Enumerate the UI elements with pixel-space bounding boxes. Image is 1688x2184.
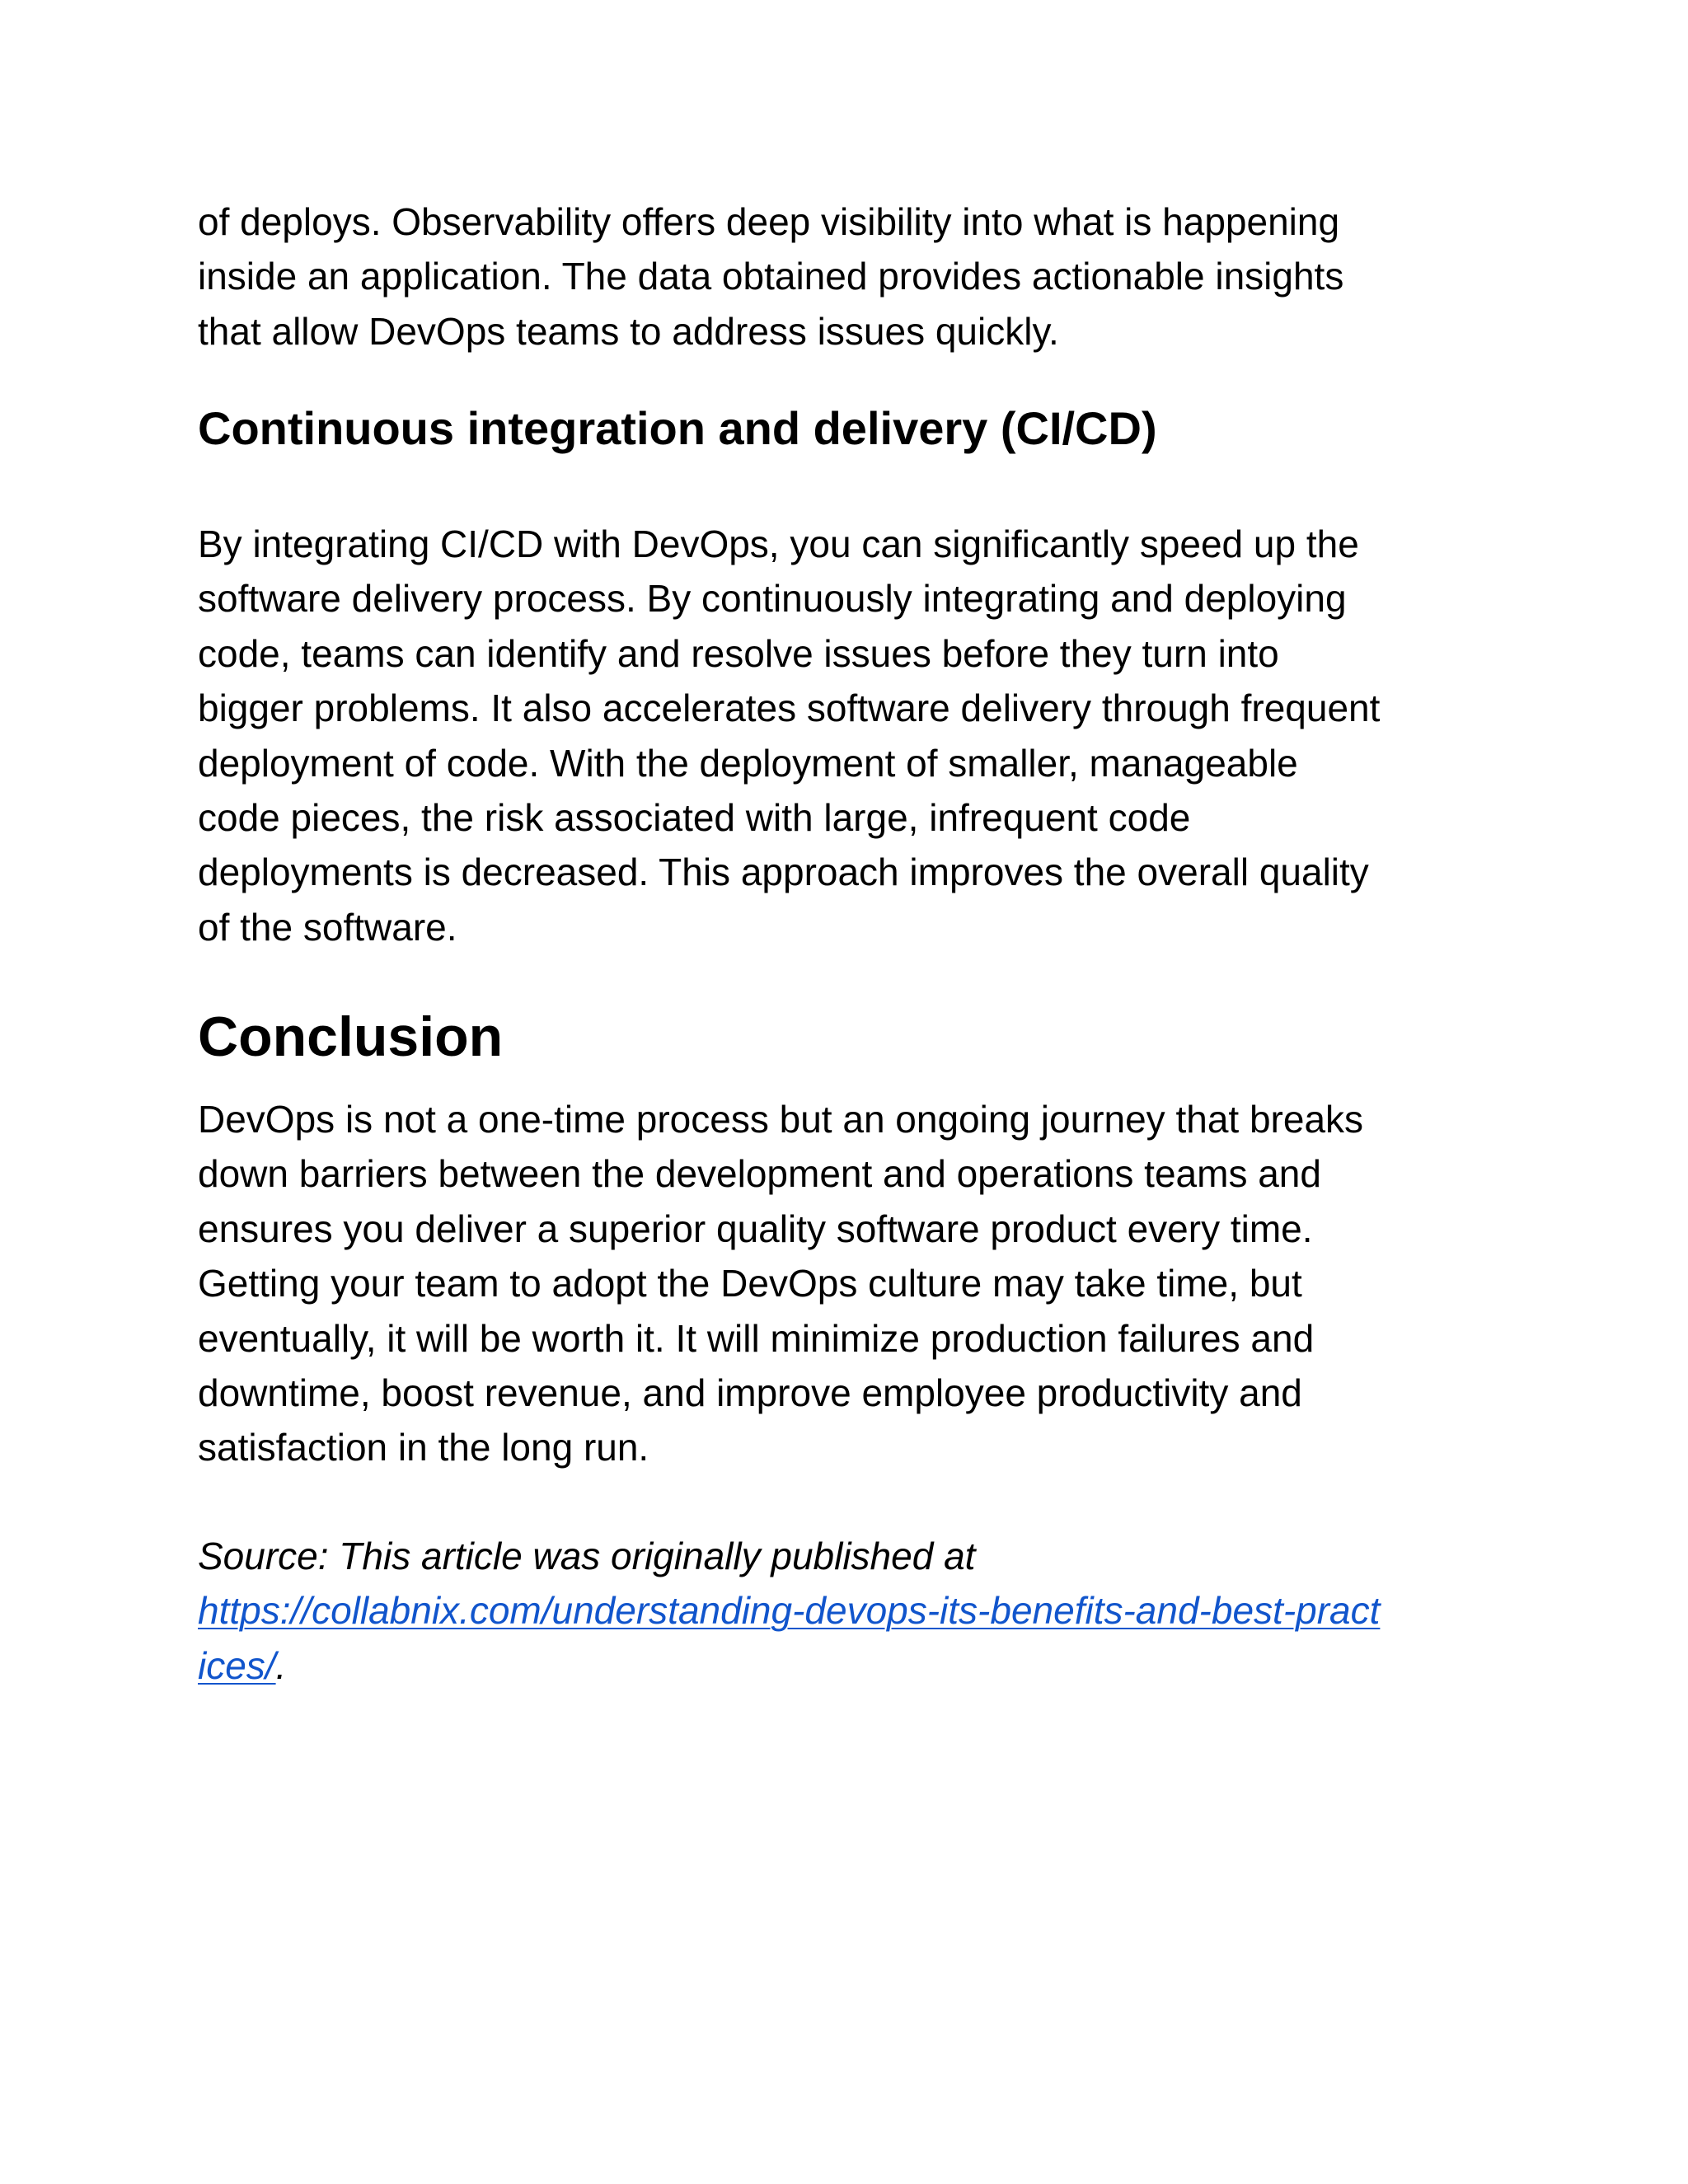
source-prefix: Source: This article was originally published at (198, 1535, 976, 1577)
conclusion-line: satisfaction in the long run. (198, 1426, 649, 1469)
document-page (198, 0, 1490, 2184)
source-link-line[interactable] (198, 1638, 1490, 1693)
conclusion-line: downtime, boost revenue, and improve employee productivity and (198, 1371, 1302, 1415)
cicd-paragraph (198, 517, 1490, 954)
cicd-heading: Continuous integration and delivery (CI/CD) (198, 402, 1157, 454)
cicd-line: deployments is decreased. This approach improves the overall quality (198, 851, 1369, 894)
cicd-line: code, teams can identify and resolve issues before they turn into (198, 631, 1279, 675)
conclusion-heading: Conclusion (198, 1005, 504, 1068)
source-paragraph (198, 1529, 1490, 1693)
intro-line: inside an application. The data obtained provides actionable insights (198, 255, 1344, 298)
intro-paragraph (198, 194, 1490, 359)
intro-line: that allow DevOps teams to address issues quickly. (198, 309, 1059, 353)
source-link-continuation[interactable]: ices/ (198, 1643, 276, 1687)
conclusion-paragraph (198, 1092, 1490, 1475)
cicd-line: software delivery process. By continuously integrating and deploying (198, 577, 1347, 621)
conclusion-line: eventually, it will be worth it. It will minimize production failures and (198, 1316, 1315, 1360)
source-suffix: . (275, 1643, 287, 1687)
source-link-line[interactable] (198, 1583, 1490, 1638)
cicd-line: By integrating CI/CD with DevOps, you can significantly speed up the (198, 523, 1359, 565)
intro-line: of deploys. Observability offers deep visibility into what is happening (198, 200, 1340, 243)
cicd-line: code pieces, the risk associated with large, infrequent code (198, 796, 1191, 840)
conclusion-line: DevOps is not a one-time process but an ongoing journey that breaks (198, 1098, 1364, 1141)
conclusion-line: down barriers between the development and operations teams and (198, 1152, 1321, 1196)
conclusion-line: Getting your team to adopt the DevOps culture may take time, but (198, 1262, 1302, 1305)
cicd-line: of the software. (198, 905, 457, 949)
cicd-line: bigger problems. It also accelerates software delivery through frequent (198, 687, 1381, 730)
source-link[interactable]: https://collabnix.com/understanding-devops-its-benefits-and-best-pract (198, 1589, 1381, 1633)
cicd-line: deployment of code. With the deployment of smaller, manageable (198, 741, 1298, 785)
conclusion-line: ensures you deliver a superior quality software product every time. (198, 1207, 1313, 1250)
